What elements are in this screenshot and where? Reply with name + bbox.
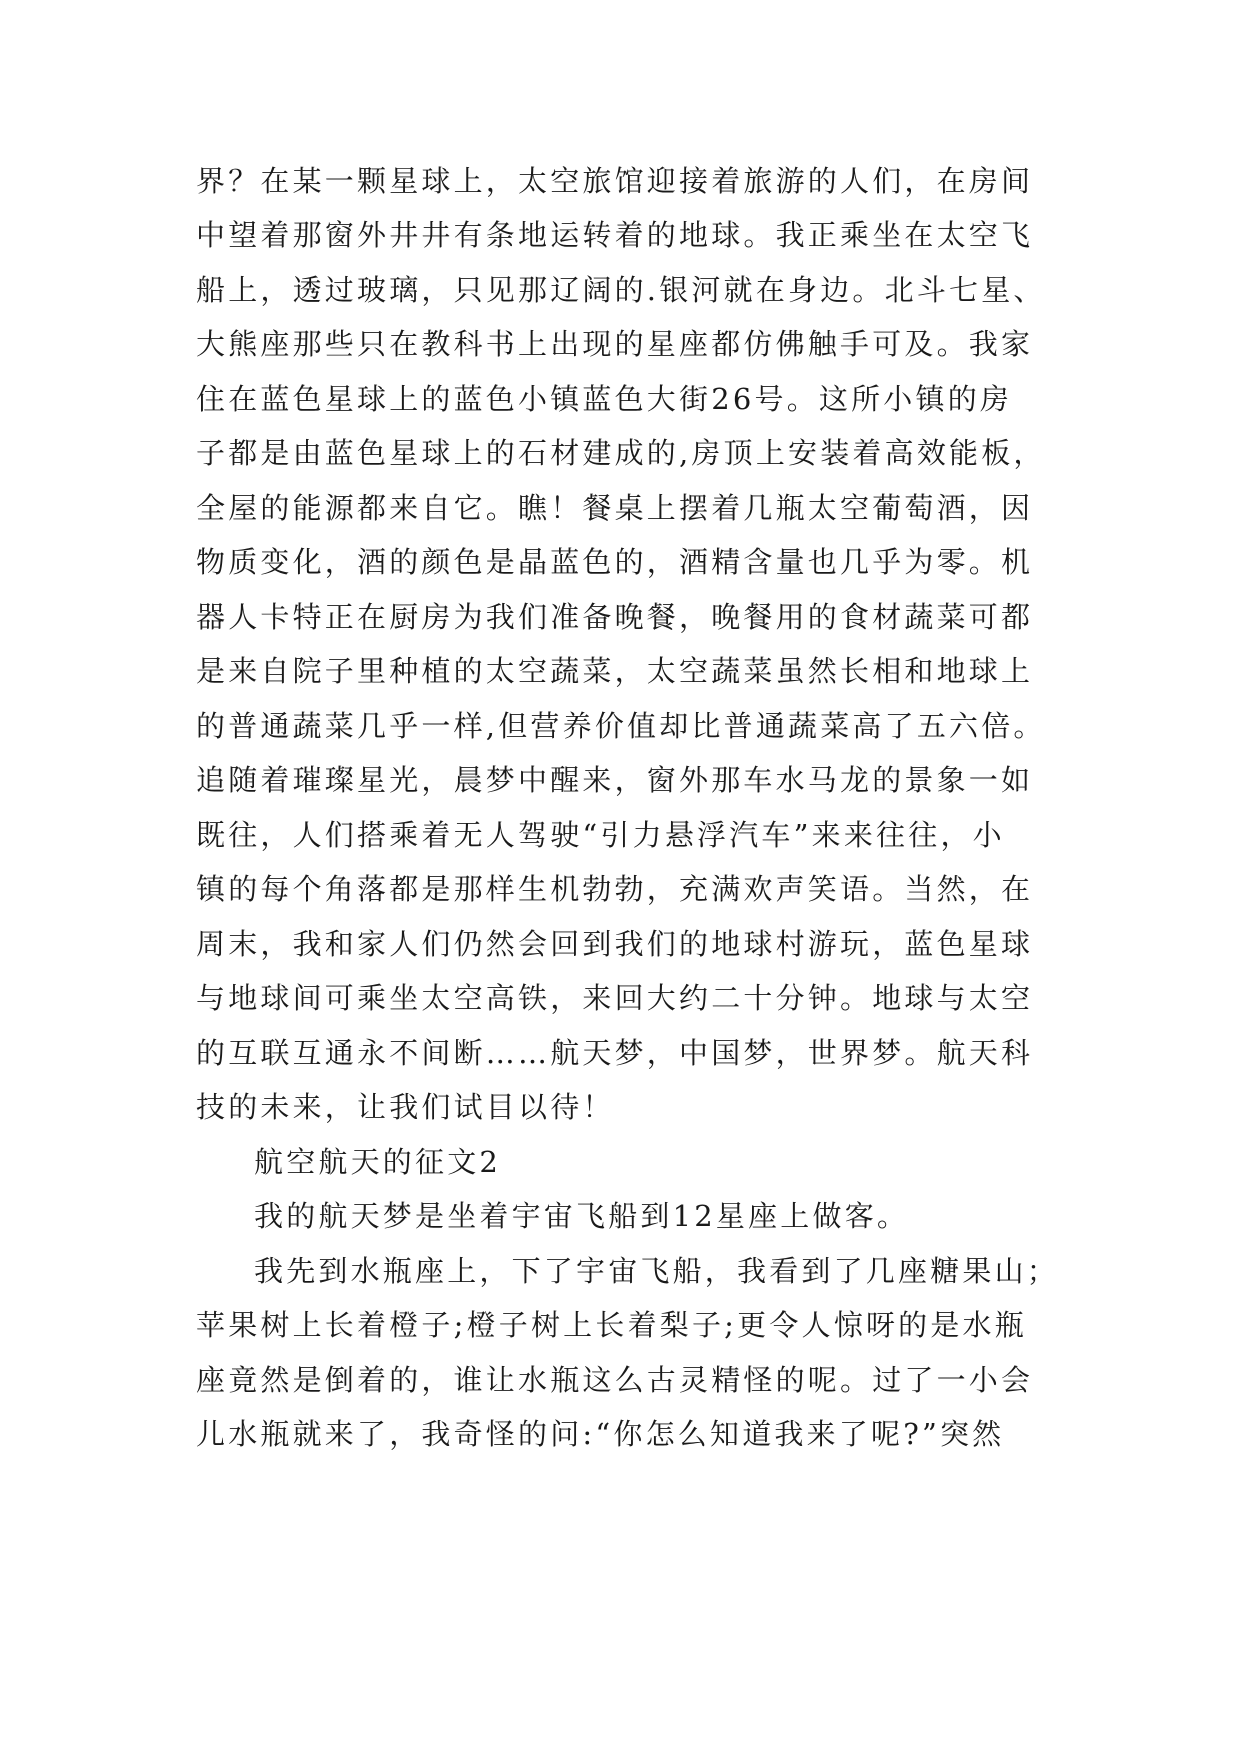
body-text-line: 技的未来，让我们试目以待！	[196, 1090, 615, 1124]
body-text-line: 子都是由蓝色星球上的石材建成的,房顶上安装着高效能板，	[196, 436, 1046, 470]
body-text-line: 既往，人们搭乘着无人驾驶“引力悬浮汽车”来来往往，小	[196, 818, 1005, 852]
body-text-line: 全屋的能源都来自它。瞧！餐桌上摆着几瓶太空葡萄酒，因	[196, 491, 1034, 525]
section-heading: 航空航天的征文2	[254, 1145, 502, 1179]
body-text-line: 界？在某一颗星球上，太空旅馆迎接着旅游的人们，在房间	[196, 164, 1034, 198]
body-text-line: 物质变化，酒的颜色是晶蓝色的，酒精含量也几乎为零。机	[196, 545, 1034, 579]
body-text-line: 我先到水瓶座上，下了宇宙飞船，我看到了几座糖果山；	[254, 1254, 1060, 1288]
body-text-line: 儿水瓶就来了，我奇怪的问:“你怎么知道我来了呢?”突然	[196, 1417, 1005, 1451]
body-text-line: 是来自院子里种植的太空蔬菜，太空蔬菜虽然长相和地球上	[196, 654, 1034, 688]
body-text-line: 我的航天梦是坐着宇宙飞船到12星座上做客。	[254, 1199, 910, 1233]
body-text-line: 座竟然是倒着的，谁让水瓶这么古灵精怪的呢。过了一小会	[196, 1363, 1034, 1397]
body-text-line: 大熊座那些只在教科书上出现的星座都仿佛触手可及。我家	[196, 327, 1034, 361]
body-text-line: 与地球间可乘坐太空高铁，来回大约二十分钟。地球与太空	[196, 981, 1034, 1015]
body-text-line: 的普通蔬菜几乎一样,但营养价值却比普通蔬菜高了五六倍。	[196, 709, 1046, 743]
body-text-line: 的互联互通永不间断……航天梦，中国梦，世界梦。航天科	[196, 1036, 1034, 1070]
body-text-line: 周末，我和家人们仍然会回到我们的地球村游玩，蓝色星球	[196, 927, 1034, 961]
body-text-line: 追随着璀璨星光，晨梦中醒来，窗外那车水马龙的景象一如	[196, 763, 1034, 797]
body-text-line: 中望着那窗外井井有条地运转着的地球。我正乘坐在太空飞	[196, 218, 1034, 252]
body-text-line: 器人卡特正在厨房为我们准备晚餐，晚餐用的食材蔬菜可都	[196, 600, 1034, 634]
body-text-line: 苹果树上长着橙子;橙子树上长着梨子;更令人惊呀的是水瓶	[196, 1308, 1027, 1342]
body-text-line: 住在蓝色星球上的蓝色小镇蓝色大街26号。这所小镇的房	[196, 382, 1013, 416]
body-text-line: 镇的每个角落都是那样生机勃勃，充满欢声笑语。当然，在	[196, 872, 1034, 906]
body-text-line: 船上，透过玻璃，只见那辽阔的.银河就在身边。北斗七星、	[196, 273, 1046, 307]
